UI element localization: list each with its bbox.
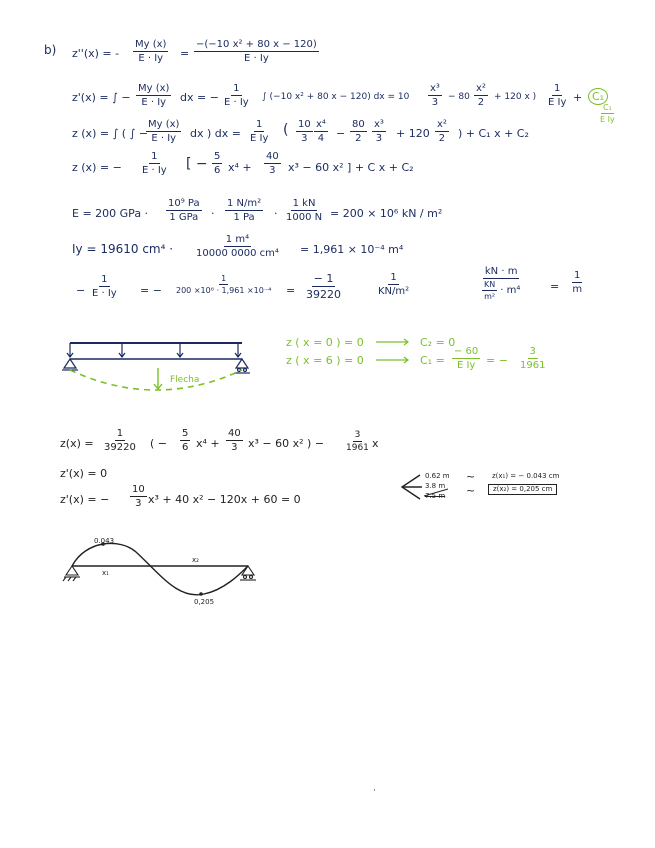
line4-a-tail: x⁴ + xyxy=(228,161,252,174)
modulus-dot2: · xyxy=(274,207,278,220)
line4-open: [ − xyxy=(186,156,208,172)
modulus-lhs: E = 200 GPa · xyxy=(72,207,149,220)
final-tail: x³ − 60 x² ) − xyxy=(248,437,325,450)
stiffness-f4: 1 KN/m² xyxy=(378,272,410,297)
line3-b-fraction: x⁴ 4 xyxy=(316,119,326,144)
line2-b-fraction: x² 2 xyxy=(476,83,486,108)
line3-a-fraction: 10 3 xyxy=(298,119,311,144)
line4-lhs: z (x) = − xyxy=(72,161,122,174)
inertia-fraction: 1 m⁴ 10000 0000 cm⁴ xyxy=(196,234,279,259)
stiffness-f3: − 1 39220 xyxy=(306,272,341,301)
boundary-c1-result: C₂ = 0 xyxy=(420,336,456,349)
line3-e: + 120 xyxy=(396,127,430,140)
line2-d-fraction: 1 E Iy xyxy=(548,83,567,108)
line4-tail: x³ − 60 x² ] + C x + C₂ xyxy=(288,161,414,174)
line3-minus: − xyxy=(336,127,346,140)
final-b-fraction: 40 3 xyxy=(228,428,241,453)
line3-d-fraction: x³ 3 xyxy=(374,119,384,144)
inertia-result: = 1,961 × 10⁻⁴ m⁴ xyxy=(300,243,404,256)
inertia-lhs: Iy = 19610 cm⁴ · xyxy=(72,242,174,256)
line4-b-fraction: 40 3 xyxy=(266,151,279,176)
line1-fraction: My (x) E · Iy xyxy=(135,39,167,64)
final-zpx: z'(x) = − xyxy=(60,493,110,506)
line2-c1-fraction: C₁ E Iy xyxy=(600,103,615,124)
line3-lhs: z (x) = ∫ ( ∫ − xyxy=(72,127,149,140)
modulus-f2: 1 N/m² 1 Pa xyxy=(227,198,262,223)
line1-equals: = xyxy=(180,47,190,60)
line2-integral: ∫ (−10 x² + 80 x − 120) dx = 10 xyxy=(262,92,410,102)
modulus-f3: 1 kN 1000 N xyxy=(286,198,323,223)
root-3-struck: 7.5 m xyxy=(425,492,446,500)
line2-k-fraction: 1 E · Iy xyxy=(224,83,249,108)
final-open: ( − xyxy=(150,437,168,450)
boundary-c2: z ( x = 6 ) = 0 xyxy=(286,354,364,367)
stiffness-unit: kN · m KN m² · m⁴ xyxy=(484,266,521,301)
beam2-x1-label: x₁ xyxy=(102,569,109,577)
line3-open: ( xyxy=(283,122,289,138)
stiffness-eq1: = − xyxy=(140,284,162,297)
modulus-dot1: · xyxy=(211,207,215,220)
stiffness-f2: 1 200 ×10⁶ · 1,961 ×10⁻⁴ xyxy=(176,274,272,295)
final-c-fraction: 3 1961 xyxy=(346,430,369,453)
final-k-fraction: 1 39220 xyxy=(104,428,136,453)
approx-2: ~ xyxy=(466,484,476,497)
stiffness-f5: 1 m xyxy=(572,270,583,295)
approx-1: ~ xyxy=(466,470,476,483)
deflection-label: Flecha xyxy=(170,375,200,385)
final-a-tail: x⁴ + xyxy=(196,437,220,450)
stiffness-lhs: − xyxy=(76,284,86,297)
line2-plus: + xyxy=(573,91,583,104)
line2-fraction: My (x) E · Iy xyxy=(138,83,170,108)
line2-b: − 80 xyxy=(448,92,470,102)
boundary-c2-fraction: − 60 E Iy xyxy=(454,346,479,371)
line3-c-fraction: 80 2 xyxy=(352,119,365,144)
line2-a-fraction: x³ 3 xyxy=(430,83,440,108)
root-1: 0.62 m xyxy=(425,472,450,480)
beam2-x2-label: x₂ xyxy=(192,556,199,564)
line2-mid: dx = − xyxy=(180,91,219,104)
line1-lhs: z''(x) = - xyxy=(72,47,120,60)
root-2: 3.8 m xyxy=(425,482,446,490)
line3-mid: dx ) dx = xyxy=(190,127,241,140)
footer-mark: · xyxy=(373,786,376,796)
deflection-z2-boxed: z(x₂) = 0,205 cm xyxy=(488,484,557,495)
line2-c: + 120 x ) xyxy=(494,92,537,102)
stiffness-unit-den: KN m² xyxy=(484,280,496,301)
beam2-peak-label: 0.043 xyxy=(94,537,115,545)
deflection-z1: z(x₁) = − 0.043 cm xyxy=(492,472,560,480)
final-zpx-tail: x³ + 40 x² − 120x + 60 = 0 xyxy=(148,493,301,506)
line3-tail: ) + C₁ x + C₂ xyxy=(458,127,529,140)
final-a-fraction: 5 6 xyxy=(182,428,189,453)
line3-fraction: My (x) E · Iy xyxy=(148,119,180,144)
boundary-c2-result: C₁ = xyxy=(420,354,445,367)
modulus-result: = 200 × 10⁶ kN / m² xyxy=(330,207,443,220)
line4-a-fraction: 5 6 xyxy=(214,151,221,176)
line1-rhs-fraction: −(−10 x² + 80 x − 120) E · Iy xyxy=(196,39,317,64)
line2-c1-circled: C₁ xyxy=(588,88,608,105)
beam2-trough-label: 0,205 xyxy=(194,598,215,606)
final-lhs: z(x) = xyxy=(60,437,94,450)
line2-lhs: z'(x) = ∫ − xyxy=(72,91,131,104)
boundary-c2-value: 3 1961 xyxy=(520,346,546,371)
final-c-tail: x xyxy=(372,437,379,450)
stiffness-eq3: = xyxy=(550,280,560,293)
line3-e-fraction: x² 2 xyxy=(437,119,447,144)
boundary-c2-eq: = − xyxy=(486,354,508,367)
final-zpx-fraction: 10 3 xyxy=(132,484,145,509)
line3-k-fraction: 1 E Iy xyxy=(250,119,269,144)
stiffness-eq2: = xyxy=(286,284,296,297)
stiffness-f1: 1 E · Iy xyxy=(92,274,117,299)
final-zp: z'(x) = 0 xyxy=(60,467,108,480)
modulus-f1: 10⁹ Pa 1 GPa xyxy=(168,198,200,223)
boundary-c1: z ( x = 0 ) = 0 xyxy=(286,336,364,349)
line4-k-fraction: 1 E · Iy xyxy=(142,151,167,176)
part-label: b) xyxy=(44,43,57,57)
